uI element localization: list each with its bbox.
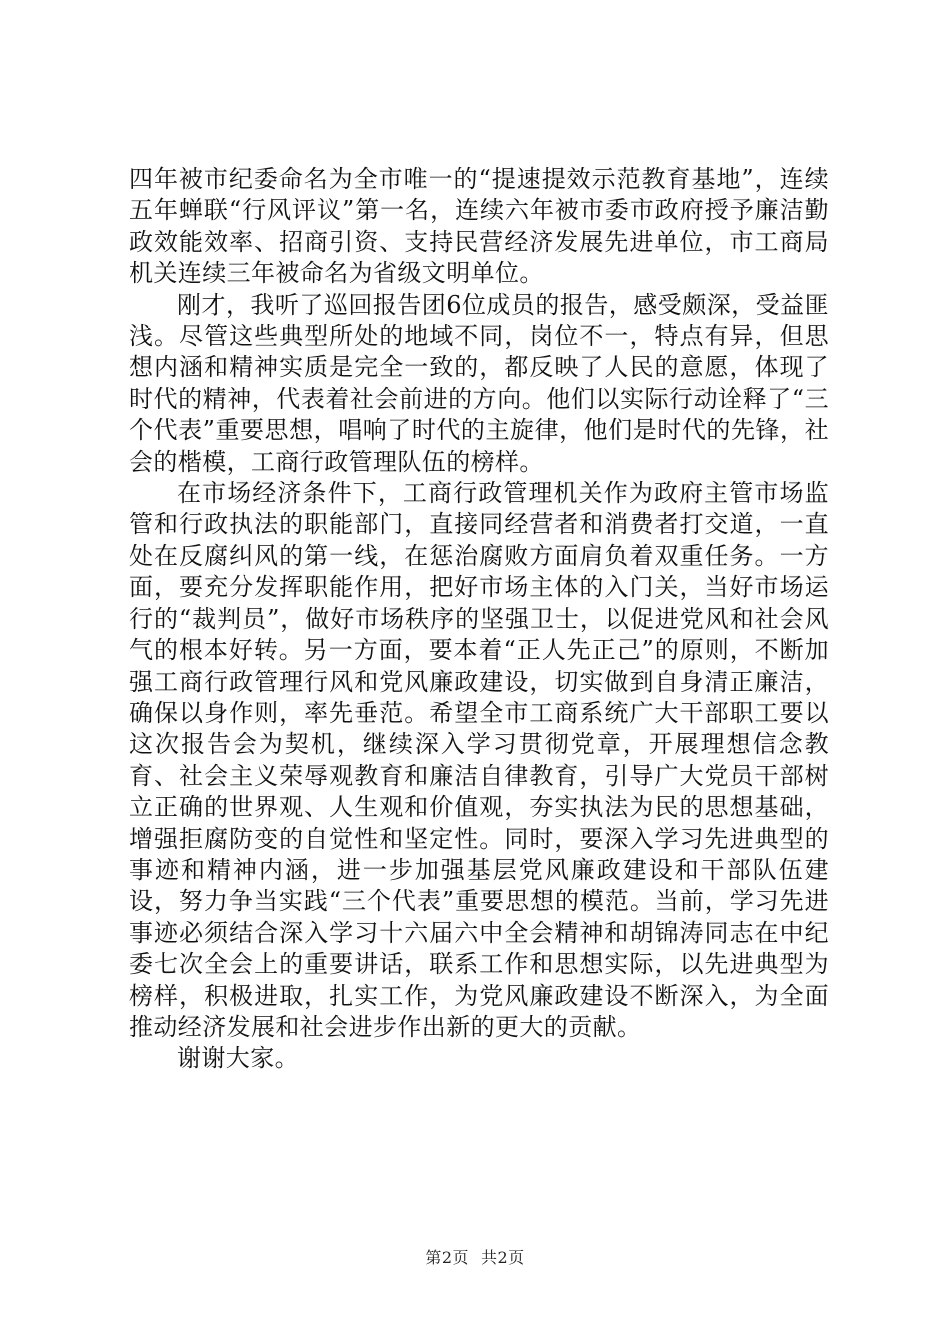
paragraph-1: 四年被市纪委命名为全市唯一的“提速提效示范教育基地”，连续五年蝉联“行风评议”第一名，连续六年被市委市政府授予廉洁勤政效能效率、招商引资、支持民营经济发展先进单位，市工商局机关连续三年被命名为省级文明单位。 <box>129 165 829 288</box>
page-footer <box>0 1245 950 1268</box>
page-number: 第2页 <box>425 1248 469 1267</box>
page-total: 共2页 <box>481 1248 525 1267</box>
document-body <box>129 164 829 1075</box>
paragraph-3: 在市场经济条件下，工商行政管理机关作为政府主管市场监管和行政执法的职能部门，直接同经营者和消费者打交道，一直处在反腐纠风的第一线，在惩治腐败方面肩负着双重任务。一方面，要充分发挥职能作用，把好市场主体的入门关，当好市场运行的“裁判员”，做好市场秩序的坚强卫士，以促进党风和社会风气的根本好转。另一方面，要本着“正人先正己”的原则，不断加强工商行政管理行风和党风廉政建设，切实做到自身清正廉洁，确保以身作则，率先垂范。希望全市工商系统广大干部职工要以这次报告会为契机，继续深入学习贯彻党章，开展理想信念教育、社会主义荣辱观教育和廉洁自律教育，引导广大党员干部树立正确的世界观、人生观和价值观，夯实执法为民的思想基础，增强拒腐防变的自觉性和坚定性。同时，要深入学习先进典型的事迹和精神内涵，进一步加强基层党风廉政建设和干部队伍建设，努力争当实践“三个代表”重要思想的模范。当前，学习先进事迹必须结合深入学习十六届六中全会精神和胡锦涛同志在中纪委七次全会上的重要讲话，联系工作和思想实际，以先进典型为榜样，积极进取，扎实工作，为党风廉政建设不断深入，为全面推动经济发展和社会进步作出新的更大的贡献。 <box>129 479 829 1041</box>
paragraph-2: 刚才，我听了巡回报告团6位成员的报告，感受颇深，受益匪浅。尽管这些典型所处的地域不同，岗位不一，特点有异，但思想内涵和精神实质是完全一致的，都反映了人民的意愿，体现了时代的精神，代表着社会前进的方向。他们以实际行动诠释了“三个代表”重要思想，唱响了时代的主旋律，他们是时代的先锋，社会的楷模，工商行政管理队伍的榜样。 <box>129 290 829 476</box>
paragraph-4: 谢谢大家。 <box>177 1044 299 1073</box>
